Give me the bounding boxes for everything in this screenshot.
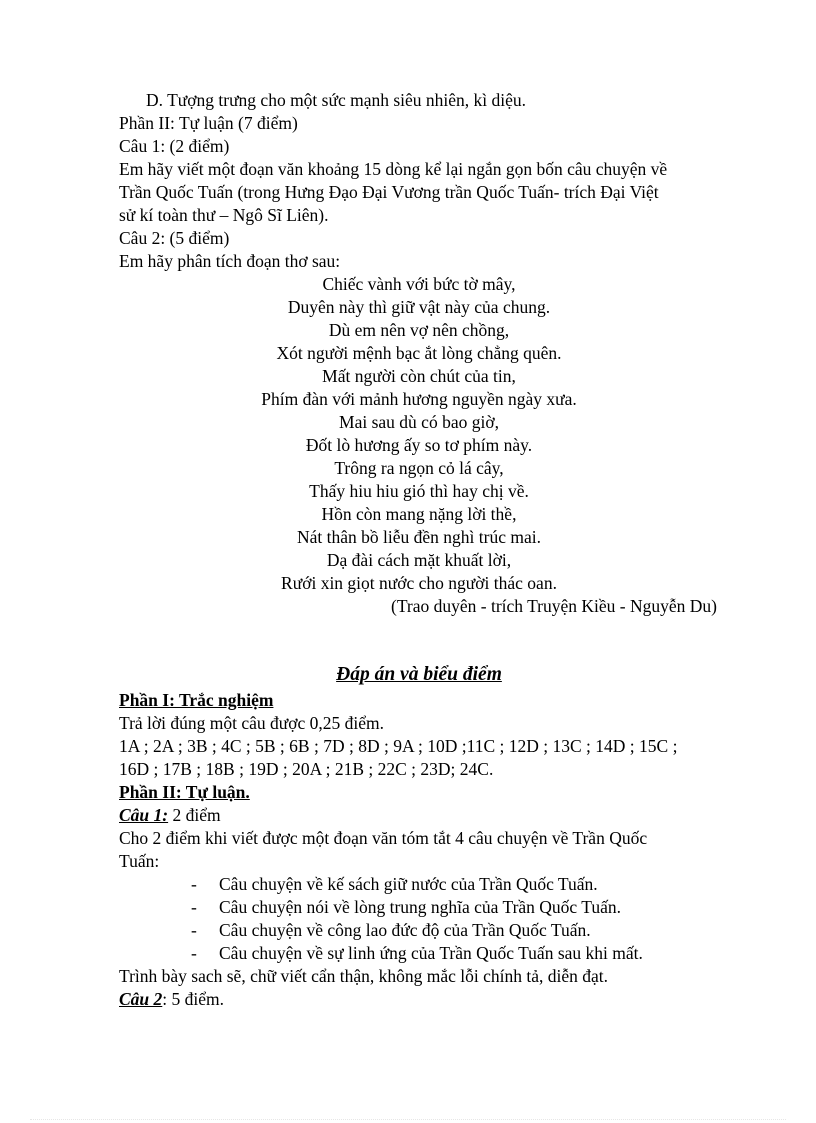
list-item	[119, 919, 719, 942]
option-d: D. Tượng trưng cho một sức mạnh siêu nhiên, kì diệu.	[146, 90, 527, 110]
poem-line: Chiếc vành với bức tờ mây,	[322, 274, 516, 294]
answers-c2-label: Câu 2	[119, 989, 163, 1009]
bullet-dash: -	[191, 897, 197, 917]
poem-line: Thấy hiu hiu gió thì hay chị về.	[309, 481, 529, 501]
q1-text-line: Trần Quốc Tuấn (trong Hưng Đạo Đại Vương trần Quốc Tuấn- trích Đại Việt	[119, 182, 659, 202]
answers-presentation: Trình bày sach sẽ, chữ viết cẩn thận, không mắc lỗi chính tả, diễn đạt.	[119, 966, 609, 986]
answers-part1-heading: Phần I: Trắc nghiệm	[119, 690, 274, 710]
answers-c1-row	[119, 804, 719, 827]
answer-key-title: Đáp án và biểu điểm	[336, 664, 502, 685]
poem-line: Xót người mệnh bạc ắt lòng chẳng quên.	[276, 343, 562, 363]
answers-part2-heading: Phần II: Tự luận.	[119, 782, 250, 802]
poem	[119, 273, 719, 595]
answers-keys-line: 16D ; 17B ; 18B ; 19D ; 20A ; 21B ; 22C ; 23D; 24C.	[119, 759, 494, 779]
bullet-dash: -	[191, 943, 197, 963]
poem-line: Dù em nên vợ nên chồng,	[328, 320, 510, 340]
q2-label: Câu 2: (5 điểm)	[119, 228, 230, 248]
answers-c1-bullets	[119, 873, 719, 965]
poem-line: Rưới xin giọt nước cho người thác oan.	[281, 573, 557, 593]
answers-c1-points: 2 điểm	[168, 805, 221, 825]
answers-c1-label: Câu 1:	[119, 805, 169, 825]
list-item	[119, 896, 719, 919]
answers-c2-row	[119, 988, 719, 1011]
document-body	[119, 89, 719, 1011]
poem-line: Hồn còn mang nặng lời thề,	[321, 504, 517, 524]
poem-line: Mai sau dù có bao giờ,	[339, 412, 499, 432]
poem-line: Mất người còn chút của tin,	[322, 366, 516, 386]
part2-heading: Phần II: Tự luận (7 điểm)	[119, 113, 298, 133]
q2-intro: Em hãy phân tích đoạn thơ sau:	[119, 251, 341, 271]
q1-label: Câu 1: (2 điểm)	[119, 136, 230, 156]
poem-line: Đốt lò hương ấy so tơ phím này.	[305, 435, 533, 455]
answers-c1-text-line: Tuấn:	[119, 851, 160, 871]
section-spacer	[119, 618, 719, 661]
answers-part1-rule: Trả lời đúng một câu được 0,25 điểm.	[119, 713, 385, 733]
answers-c1-text-line: Cho 2 điểm khi viết được một đoạn văn tóm tắt 4 câu chuyện về Trần Quốc	[119, 828, 648, 848]
bullet-text: Câu chuyện về kế sách giữ nước của Trần Quốc Tuấn.	[219, 874, 598, 894]
bullet-text: Câu chuyện về công lao đức độ của Trần Quốc Tuấn.	[219, 920, 591, 940]
page-bottom-rule	[30, 1119, 786, 1120]
poem-line: Trông ra ngọn cỏ lá cây,	[334, 458, 504, 478]
poem-line: Dạ đài cách mặt khuất lời,	[326, 550, 512, 570]
answers-c2-points: : 5 điểm.	[162, 989, 225, 1009]
bullet-dash: -	[191, 920, 197, 940]
answers-keys-line: 1A ; 2A ; 3B ; 4C ; 5B ; 6B ; 7D ; 8D ; 9A ; 10D ;11C ; 12D ; 13C ; 14D ; 15C ;	[119, 736, 678, 756]
poem-source: (Trao duyên - trích Truyện Kiều - Nguyễn Du)	[391, 596, 717, 616]
q1-text-line: sử kí toàn thư – Ngô Sĩ Liên).	[119, 205, 329, 225]
q1-text-line: Em hãy viết một đoạn văn khoảng 15 dòng kể lại ngắn gọn bốn câu chuyện về	[119, 159, 668, 179]
bullet-text: Câu chuyện nói về lòng trung nghĩa của Trần Quốc Tuấn.	[219, 897, 621, 917]
list-item	[119, 873, 719, 896]
bullet-dash: -	[191, 874, 197, 894]
poem-line: Phím đàn với mảnh hương nguyền ngày xưa.	[261, 389, 577, 409]
poem-line: Duyên này thì giữ vật này của chung.	[287, 297, 551, 317]
bullet-text: Câu chuyện về sự linh ứng của Trần Quốc Tuấn sau khi mất.	[219, 943, 643, 963]
list-item	[119, 942, 719, 965]
poem-line: Nát thân bồ liễu đền nghì trúc mai.	[297, 527, 541, 547]
